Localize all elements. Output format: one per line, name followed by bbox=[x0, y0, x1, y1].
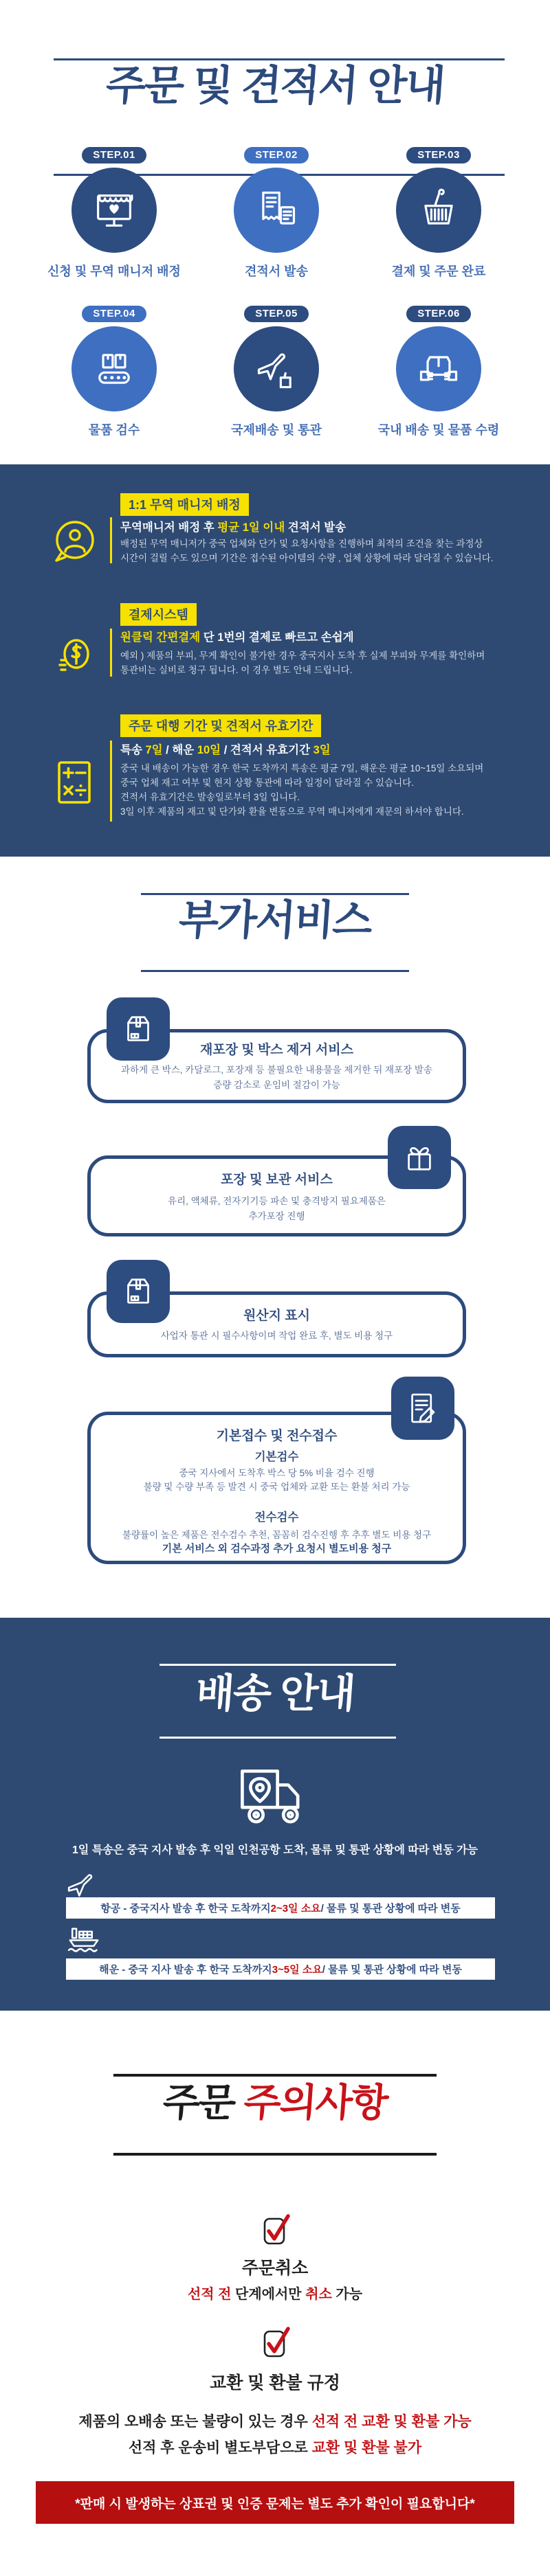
cancel-heading: 주문취소 bbox=[241, 2259, 309, 2278]
refund-rule-2: 선적 후 운송비 별도부담으로 교환 및 환불 불가 bbox=[128, 2440, 422, 2456]
hands-box-icon bbox=[415, 346, 462, 392]
step-label: 국제배송 및 통관 bbox=[231, 423, 322, 437]
shipping-title: 배송 안내 bbox=[194, 1671, 356, 1716]
step-circle bbox=[234, 326, 319, 411]
divider-top bbox=[160, 1664, 396, 1666]
step-item bbox=[363, 306, 514, 438]
step-circle bbox=[72, 168, 157, 253]
section-extra-services bbox=[0, 857, 550, 1618]
step-label: 결제 및 주문 완료 bbox=[391, 264, 486, 278]
step-label: 물품 검수 bbox=[88, 423, 140, 437]
step-badge: STEP.06 bbox=[406, 306, 471, 322]
block-badge: 결제시스템 bbox=[120, 603, 197, 626]
card-line: 증량 감소로 운임비 절감이 가능 bbox=[213, 1080, 340, 1090]
card-line: 사업자 통관 시 필수사항이며 작업 완료 후, 별도 비용 청구 bbox=[160, 1331, 393, 1341]
step-label: 신청 및 무역 매니저 배정 bbox=[47, 264, 181, 278]
card-subheading: 전수검수 bbox=[254, 1511, 299, 1524]
airplane-box-icon bbox=[253, 346, 300, 392]
calculator-icon bbox=[50, 754, 99, 816]
card-title: 기본접수 및 전수접수 bbox=[216, 1429, 338, 1443]
divider-top bbox=[141, 893, 409, 895]
block-body: 중국 내 배송이 가능한 경우 한국 도착까지 특송은 평균 7일, 해운은 평균 10~15일 소요되며 중국 업체 재고 여부 및 현지 상황 통관에 따라 일정이 달라질 수 있습니다. 견적서 유효기간은 발송일로부터 3일 입니다. 3일 이후 제품의 재고 및 단가와 환율 변동으로 무역 매니저에게 재문의 하셔야 합니다. bbox=[120, 763, 484, 817]
caution-title: 주문 주의사항 bbox=[161, 2081, 389, 2124]
step-item bbox=[201, 147, 352, 280]
card-line: 유리, 액체류, 전자기기등 파손 및 충격방지 필요제품은 bbox=[168, 1196, 386, 1206]
card-line: 불량 및 수량 부족 등 발견 시 중국 업체와 교환 또는 환불 처리 가능 bbox=[143, 1482, 410, 1492]
divider-bottom bbox=[113, 2153, 437, 2156]
receipt-icon bbox=[253, 187, 300, 234]
card-line: 중국 지사에서 도착후 박스 당 5% 비율 검수 진행 bbox=[179, 1468, 375, 1478]
section-caution bbox=[0, 2011, 550, 2576]
accent-line bbox=[110, 517, 112, 563]
cancel-rule: 선적 전 단계에서만 취소 가능 bbox=[187, 2287, 363, 2302]
block-body: 배정된 무역 매니저가 중국 업체와 단가 및 요청사항을 진행하며 최적의 조건을 찾는 과정상 시간이 걸릴 수도 있으며 기간은 접수된 아이템의 수량 , 업체 상황에 따라 달라질 수 있습니다. bbox=[120, 539, 494, 563]
step-item bbox=[201, 306, 352, 438]
block-subtitle: 무역매니저 배정 후 평균 1일 이내 견적서 발송 bbox=[120, 521, 346, 534]
block-subtitle: 특송 7일 / 해운 10일 / 견적서 유효기간 3일 bbox=[120, 744, 331, 756]
step-badge: STEP.05 bbox=[244, 306, 309, 322]
step-badge: STEP.02 bbox=[244, 147, 309, 163]
section-order-guide bbox=[0, 0, 550, 464]
step-item bbox=[38, 147, 190, 280]
chat-person-icon bbox=[50, 514, 99, 576]
card-subheading: 기본검수 bbox=[254, 1451, 299, 1463]
step-badge: STEP.04 bbox=[82, 306, 146, 322]
card-footer: 기본 서비스 외 검수과정 추가 요청시 별도비용 청구 bbox=[162, 1543, 392, 1555]
airplane-icon bbox=[65, 1869, 102, 1901]
trademark-notice-banner: *판매 시 발생하는 상표권 및 인증 문제는 별도 추가 확인이 필요합니다* bbox=[36, 2481, 514, 2524]
block-body: 예외 ) 제품의 부피, 무게 확인이 불가한 경우 중국지사 도착 후 실제 부피와 무게를 확인하며 통관비는 실비로 청구 됩니다. 이 경우 별도 안내 드립니다. bbox=[120, 651, 485, 675]
divider-top bbox=[54, 58, 505, 60]
step-circle bbox=[72, 326, 157, 411]
checkbox-check-icon bbox=[256, 2208, 294, 2249]
card-title: 원산지 표시 bbox=[243, 1309, 311, 1323]
block-subtitle: 원클릭 간편결제 단 1번의 결제로 빠르고 손쉽게 bbox=[120, 631, 354, 644]
step-label: 국내 배송 및 물품 수령 bbox=[377, 423, 500, 437]
refund-rule-1: 제품의 오배송 또는 불량이 있는 경우 선적 전 교환 및 환불 가능 bbox=[78, 2414, 472, 2430]
step-badge: STEP.01 bbox=[82, 147, 146, 163]
conveyor-icon bbox=[91, 346, 138, 392]
air-shipping-bar: 항공 - 중국지사 발송 후 한국 도착까지 2~3일 소요 / 물류 및 통관 상황에 따라 변동 bbox=[66, 1897, 495, 1919]
checkbox-check-icon bbox=[256, 2320, 294, 2362]
accent-line bbox=[110, 741, 112, 822]
card-line: 추가포장 진행 bbox=[248, 1211, 305, 1221]
card-title: 재포장 및 박스 제거 서비스 bbox=[199, 1043, 353, 1057]
step-item bbox=[38, 306, 190, 438]
basket-icon bbox=[415, 187, 462, 234]
step-circle bbox=[396, 326, 481, 411]
divider-bottom bbox=[141, 970, 409, 972]
block-badge: 1:1 무역 매니저 배정 bbox=[120, 493, 249, 516]
monitor-icon bbox=[91, 187, 138, 234]
accent-line bbox=[110, 629, 112, 677]
step-item bbox=[363, 147, 514, 280]
truck-location-icon bbox=[234, 1761, 315, 1833]
section-trade-info bbox=[0, 464, 550, 857]
page-title: 주문 및 견적서 안내 bbox=[104, 63, 446, 109]
shipping-intro: 1일 특송은 중국 지사 발송 후 익일 인천공항 도착, 물류 및 통관 상황에 따라 변동 가능 bbox=[72, 1844, 478, 1856]
card-title: 포장 및 보관 서비스 bbox=[221, 1173, 333, 1187]
divider-top bbox=[113, 2074, 437, 2077]
services-title: 부가서비스 bbox=[177, 897, 373, 943]
step-badge: STEP.03 bbox=[406, 147, 471, 163]
card-line: 과하게 큰 박스, 카달로그, 포장재 등 불필요한 내용물을 제거한 뒤 재포장 발송 bbox=[120, 1065, 433, 1075]
step-label: 견적서 발송 bbox=[245, 264, 308, 278]
section-shipping bbox=[0, 1618, 550, 2011]
card-line: 불량률이 높은 제품은 전수검수 추천, 꼼꼼히 검수진행 후 추후 별도 비용 청구 bbox=[122, 1530, 432, 1540]
refund-heading: 교환 및 환불 규정 bbox=[210, 2373, 340, 2393]
block-badge: 주문 대행 기간 및 견적서 유효기간 bbox=[120, 714, 321, 737]
coin-icon bbox=[50, 628, 99, 690]
ship-icon bbox=[65, 1924, 102, 1956]
sea-shipping-bar: 해운 - 중국 지사 발송 후 한국 도착까지 3~5일 소요 / 물류 및 통관 상황에 따라 변동 bbox=[66, 1958, 495, 1980]
divider-bottom bbox=[160, 1737, 396, 1739]
step-circle bbox=[396, 168, 481, 253]
step-circle bbox=[234, 168, 319, 253]
